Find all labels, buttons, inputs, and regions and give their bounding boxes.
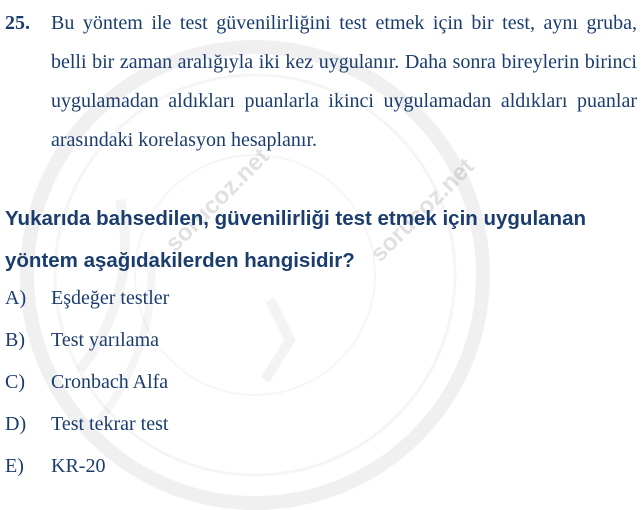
option-b[interactable] — [5, 319, 605, 361]
option-letter: C) — [5, 371, 25, 393]
option-letter: A) — [5, 287, 27, 309]
option-letter: B) — [5, 329, 25, 351]
watermark-text: sorucoz.net — [160, 142, 275, 258]
option-text: Test tekrar test — [51, 413, 169, 435]
watermark-text: sorucoz.net — [365, 152, 480, 268]
option-d[interactable] — [5, 403, 605, 445]
option-text: Test yarılama — [51, 329, 159, 351]
option-a[interactable] — [5, 277, 605, 319]
option-e[interactable] — [5, 445, 605, 487]
option-text: KR-20 — [51, 455, 106, 477]
answer-options — [5, 277, 605, 487]
option-text: Eşdeğer testler — [51, 287, 170, 309]
option-letter: E) — [5, 455, 24, 477]
question-body: Bu yöntem ile test güvenilirliğini test etmek için bir test, aynı gruba, belli bir zaman aralığıyla iki kez uygulanır. Daha sonra bireylerin birinci uygulamadan aldıkları puanlarla ikinci uygulamadan aldıkları puanlar arasındaki korelasyon hesaplanır. — [51, 12, 637, 151]
question-stem: Yukarıda bahsedilen, güvenilirliği test etmek için uygulanan yöntem aşağıdakilerden hangisidir? — [5, 207, 586, 272]
option-letter: D) — [5, 413, 27, 435]
question-number: 25. — [5, 12, 30, 34]
option-text: Cronbach Alfa — [51, 371, 169, 393]
option-c[interactable] — [5, 361, 605, 403]
